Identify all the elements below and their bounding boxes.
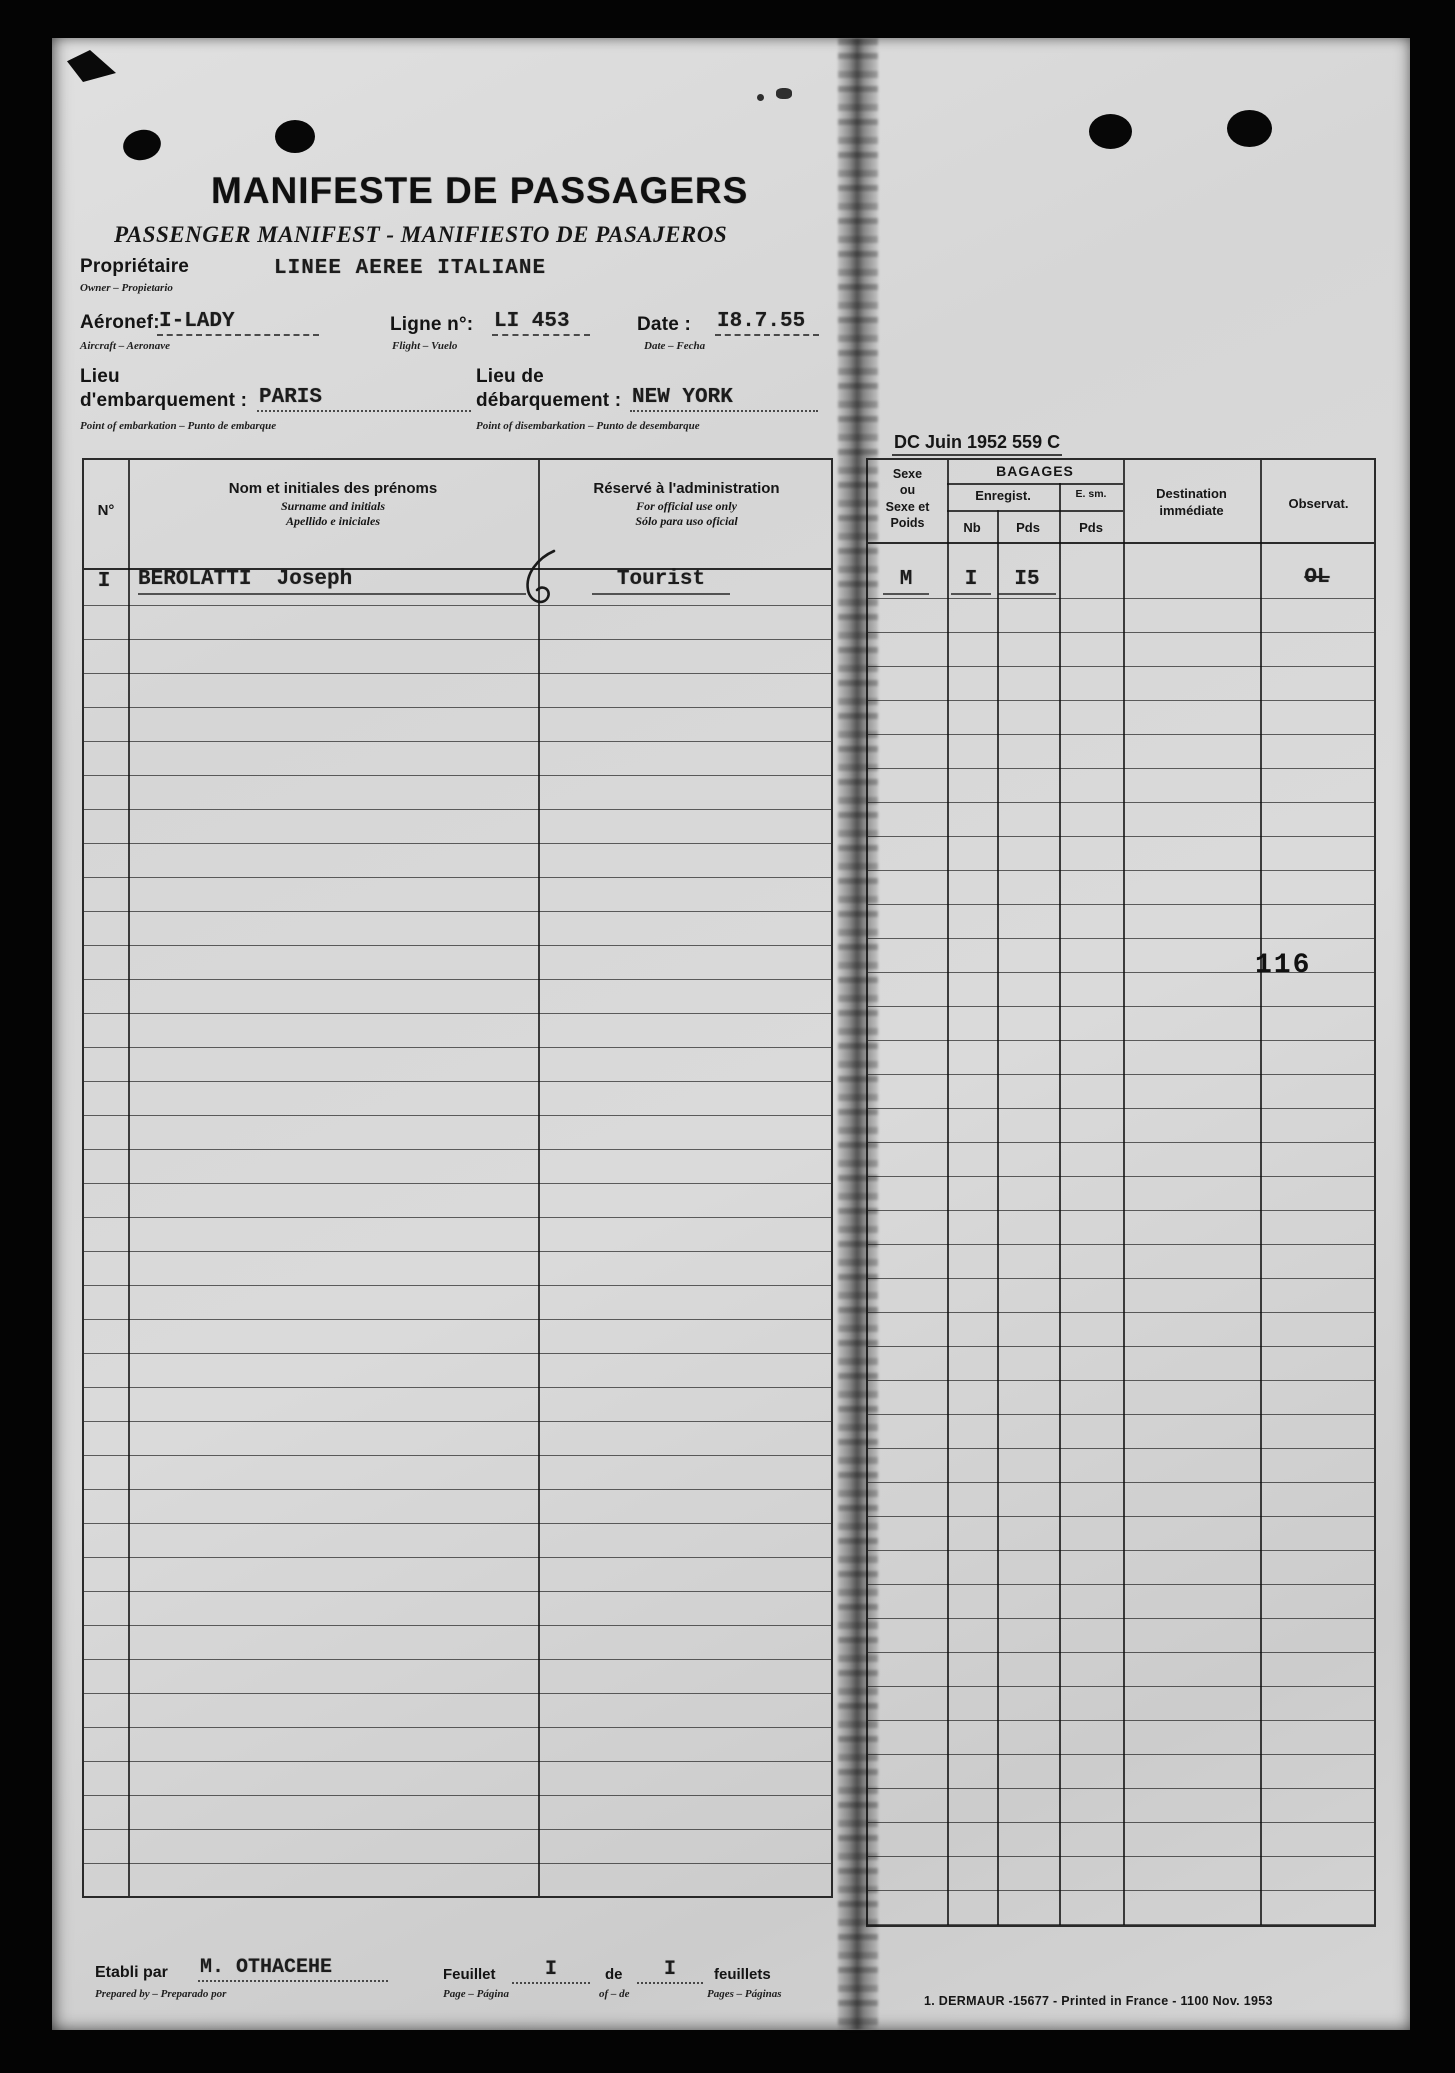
ruled-row — [84, 1218, 831, 1252]
date-label: Date : — [637, 314, 691, 335]
entry-observation: OL — [1304, 566, 1330, 589]
ruled-row — [868, 599, 1374, 633]
col-header-baggage: BAGAGES — [996, 463, 1074, 479]
header-divider — [947, 510, 1123, 512]
ruled-row — [84, 708, 831, 742]
ruled-row — [868, 1177, 1374, 1211]
col-header-excess: E. sm. — [1075, 488, 1107, 500]
ruled-row — [868, 667, 1374, 701]
ruled-row — [84, 844, 831, 878]
corner-fold-mark — [66, 50, 116, 82]
ruled-row — [868, 905, 1374, 939]
col-header-name: Nom et initiales des prénoms Surname and initials Apellido e iniciales — [228, 480, 438, 529]
ruled-row — [84, 1286, 831, 1320]
ruled-row — [84, 1558, 831, 1592]
ruled-row — [868, 735, 1374, 769]
hole-punch — [120, 126, 163, 163]
ruled-row — [868, 1347, 1374, 1381]
ruled-row — [84, 1388, 831, 1422]
passenger-table-left — [82, 458, 833, 1898]
ruled-row — [868, 1245, 1374, 1279]
ruled-row — [84, 1320, 831, 1354]
stamp-number: 116 — [1255, 950, 1312, 981]
form-code: DC Juin 1952 559 C — [892, 432, 1062, 456]
hole-punch — [1227, 110, 1272, 147]
embark-label-1: Lieu — [80, 366, 120, 387]
ruled-row — [868, 1313, 1374, 1347]
prepared-by-sublabel: Prepared by – Preparado por — [95, 1988, 227, 2000]
manifest-page — [52, 38, 1410, 2030]
ruled-row — [84, 1422, 831, 1456]
entry-baggage-weight: I5 — [998, 568, 1056, 595]
sheet-number-value: I — [512, 1958, 590, 1984]
sheet-sublabel: Page – Página — [443, 1988, 509, 2000]
ruled-row — [84, 1082, 831, 1116]
sheets-label: feuillets — [714, 1966, 771, 1983]
ruled-row — [84, 912, 831, 946]
column-divider — [1260, 460, 1262, 1925]
ruled-row — [868, 1279, 1374, 1313]
ruled-row — [868, 1483, 1374, 1517]
debark-label-1: Lieu de — [476, 366, 544, 387]
table-left-header — [84, 460, 831, 570]
col-header-nb: Nb — [963, 520, 981, 535]
ruled-row — [84, 1354, 831, 1388]
handwritten-checkmark-icon — [518, 548, 560, 612]
ruled-row — [84, 1694, 831, 1728]
column-divider — [947, 460, 949, 1925]
prepared-by-value: M. OTHACEHE — [198, 1956, 388, 1982]
ruled-row — [84, 1014, 831, 1048]
ruled-row — [868, 1823, 1374, 1857]
ruled-row — [868, 1007, 1374, 1041]
fold-crease — [838, 38, 878, 2030]
ruled-row — [868, 1687, 1374, 1721]
ruled-row — [84, 1864, 831, 1898]
aircraft-label: Aéronef: — [80, 312, 160, 333]
ruled-row — [84, 1762, 831, 1796]
col-header-excess-pds: Pds — [1079, 520, 1103, 535]
entry-class: Tourist — [592, 568, 730, 595]
col-header-number: N° — [97, 502, 115, 519]
ruled-row — [868, 1381, 1374, 1415]
of-sublabel: of – de — [599, 1988, 630, 2000]
ruled-row — [868, 837, 1374, 871]
ruled-row — [84, 640, 831, 674]
ruled-row — [868, 633, 1374, 667]
ink-smudge — [776, 88, 792, 99]
aircraft-value: I-LADY — [157, 310, 319, 336]
date-sublabel: Date – Fecha — [644, 340, 706, 352]
of-label: de — [605, 1966, 623, 1983]
ruled-row — [84, 946, 831, 980]
ruled-row — [84, 980, 831, 1014]
ruled-row — [84, 1116, 831, 1150]
entry-sex: M — [883, 568, 929, 595]
sheets-sublabel: Pages – Páginas — [707, 1988, 782, 2000]
ruled-row — [84, 1728, 831, 1762]
sheet-label: Feuillet — [443, 1966, 496, 1983]
column-divider — [538, 460, 540, 1896]
ruled-row — [84, 742, 831, 776]
prepared-by-label: Etabli par — [95, 1964, 168, 1981]
ruled-row — [84, 1490, 831, 1524]
ruled-row — [868, 803, 1374, 837]
ruled-row — [84, 1184, 831, 1218]
col-header-observations: Observat. — [1288, 496, 1349, 511]
ruled-row — [868, 1143, 1374, 1177]
debark-value: NEW YORK — [630, 386, 818, 412]
entry-baggage-count: I — [951, 568, 991, 595]
ruled-row — [868, 871, 1374, 905]
owner-label: Propriétaire — [80, 256, 190, 277]
ruled-row — [84, 1626, 831, 1660]
ruled-row — [868, 1211, 1374, 1245]
ruled-row — [84, 1252, 831, 1286]
entry-number: I — [97, 570, 111, 593]
ruled-row — [868, 701, 1374, 735]
sheet-total-value: I — [637, 1958, 703, 1984]
hole-punch — [1089, 114, 1132, 149]
passenger-table-right — [866, 458, 1376, 1927]
ruled-row — [868, 1857, 1374, 1891]
owner-value: LINEE AEREE ITALIANE — [274, 257, 547, 280]
col-header-admin: Réservé à l'administration For official use only Sólo para uso oficial — [593, 480, 780, 529]
header-divider — [947, 483, 1123, 485]
embark-label-2: d'embarquement : — [80, 390, 248, 411]
col-header-registered: Enregist. — [975, 488, 1031, 503]
ruled-row — [868, 1789, 1374, 1823]
ruled-row — [868, 1075, 1374, 1109]
ruled-row — [84, 776, 831, 810]
col-header-destination: Destination immédiate — [1156, 486, 1227, 518]
ruled-row — [84, 878, 831, 912]
aircraft-sublabel: Aircraft – Aeronave — [80, 340, 171, 352]
ruled-row — [868, 1755, 1374, 1789]
column-divider — [128, 460, 130, 1896]
ruled-row — [868, 1109, 1374, 1143]
table-right-header — [868, 460, 1374, 544]
debark-label-2: débarquement : — [476, 390, 622, 411]
flight-label: Ligne n°: — [390, 314, 474, 335]
ruled-row — [868, 1619, 1374, 1653]
ruled-row — [868, 1721, 1374, 1755]
embark-value: PARIS — [257, 386, 471, 412]
ruled-row — [84, 1592, 831, 1626]
ruled-row — [868, 1551, 1374, 1585]
ruled-row — [868, 1449, 1374, 1483]
ruled-row — [84, 1524, 831, 1558]
ruled-row — [84, 1048, 831, 1082]
flight-value: LI 453 — [492, 310, 590, 336]
page-subtitle: PASSENGER MANIFEST - MANIFIESTO DE PASAJEROS — [114, 222, 728, 247]
column-divider — [1123, 460, 1125, 1925]
ruled-row — [868, 1891, 1374, 1925]
ruled-row — [868, 1517, 1374, 1551]
owner-sublabel: Owner – Propietario — [80, 282, 173, 294]
ruled-row — [868, 1653, 1374, 1687]
ruled-row — [868, 769, 1374, 803]
embark-sublabel: Point of embarkation – Punto de embarque — [80, 420, 277, 432]
col-header-sex-weight: Sexe ou Sexe et Poids — [885, 467, 930, 530]
flight-sublabel: Flight – Vuelo — [392, 340, 458, 352]
ruled-row — [84, 1796, 831, 1830]
ruled-row — [84, 810, 831, 844]
ruled-row — [84, 674, 831, 708]
entry-passenger-name: BEROLATTI Joseph — [138, 568, 526, 595]
ruled-row — [84, 1660, 831, 1694]
column-divider — [997, 510, 999, 1925]
ruled-row — [84, 1456, 831, 1490]
ruled-row — [84, 606, 831, 640]
column-divider — [1059, 483, 1061, 1925]
ruled-row — [868, 1415, 1374, 1449]
col-header-pds: Pds — [1016, 520, 1040, 535]
ruled-row — [868, 1041, 1374, 1075]
page-title: MANIFESTE DE PASSAGERS — [211, 170, 749, 211]
ink-smudge — [757, 94, 764, 101]
debark-sublabel: Point of disembarkation – Punto de desembarque — [476, 420, 700, 432]
ruled-row — [868, 1585, 1374, 1619]
ruled-row — [84, 1150, 831, 1184]
hole-punch — [275, 120, 315, 153]
printer-imprint: 1. DERMAUR -15677 - Printed in France - 1100 Nov. 1953 — [924, 1994, 1273, 2008]
date-value: I8.7.55 — [715, 310, 819, 336]
ruled-row — [84, 1830, 831, 1864]
